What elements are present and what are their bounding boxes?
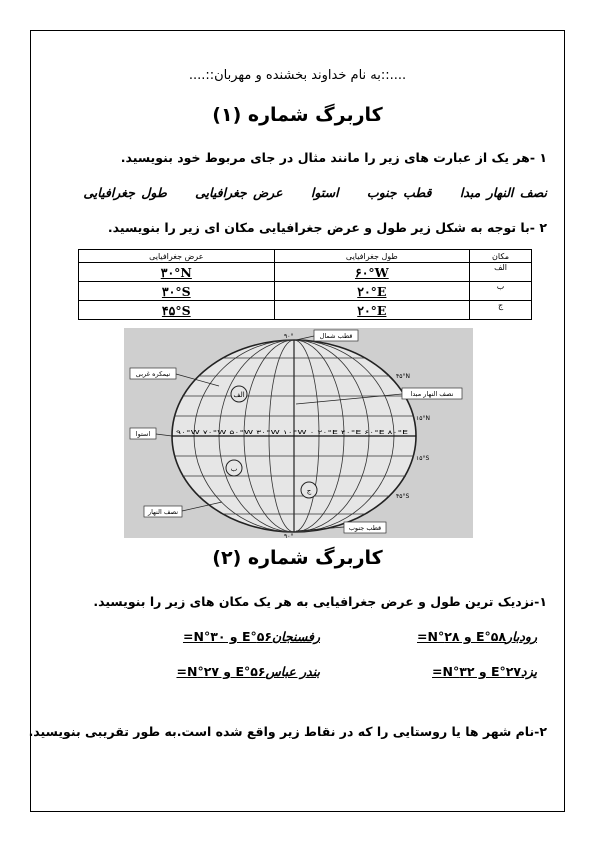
answer-name: رفسنجان (272, 629, 320, 644)
worksheet-2-question-2: ۲-نام شهر ها یا روستایی را که در نقاط زیر واقع شده است.به طور تقریبی بنویسید. (28, 724, 547, 739)
globe-figure (124, 328, 473, 538)
term-longitude: طول جغرافیایی (83, 185, 167, 200)
term-list (83, 185, 547, 200)
answer-name: بندر عباس (265, 664, 320, 679)
worksheet-1-title: کاربرگ شماره (۱) (212, 104, 383, 126)
equator-longitude-labels: ۹۰°W ۷۰°W ۵۰°W ۳۰°W ۱۰°W ۰ ۲۰°E ۴۰°E ۶۰°E ۸۰°E (176, 430, 409, 436)
cell-place: الف (470, 263, 532, 282)
term-latitude: عرض جغرافیایی (195, 185, 283, 200)
header-longitude: طول جغرافیایی (274, 250, 470, 263)
answer-rafsanjan (183, 629, 320, 644)
point-be-marker (226, 460, 242, 476)
term-equator: استوا (310, 185, 339, 200)
lat-15s: ۱۵°S (416, 455, 430, 462)
svg-text:نصف النهار مبدا: نصف النهار مبدا (410, 390, 454, 398)
answer-coords: ۵۸°E و ۲۸°N= (417, 629, 507, 644)
worksheet-1-question-2: ۲ -با توجه به شکل زیر طول و عرض جغرافیایی مکان ای زیر را بنویسید. (107, 220, 547, 235)
header-latitude: عرض جغرافیایی (79, 250, 275, 263)
point-be-label: ب (230, 465, 238, 473)
point-jim-marker (301, 482, 317, 498)
table-row (79, 263, 532, 282)
svg-text:نیمکره غربی: نیمکره غربی (135, 370, 171, 378)
basmala-heading: ....::به نام خداوند بخشنده و مهربان::.... (188, 68, 407, 83)
lat-45n: ۴۵°N (396, 373, 410, 380)
answer-name: رودبار (506, 629, 537, 644)
table-header-row (79, 250, 532, 263)
cell-longitude: ۲۰°E (357, 302, 387, 318)
answer-coords: ۲۷°E و ۳۲°N= (432, 664, 522, 679)
answer-name: یزد (521, 664, 537, 679)
table-row (79, 282, 532, 301)
answer-bandar-abbas (176, 664, 320, 679)
lat-15n: ۱۵°N (416, 415, 430, 422)
cell-latitude: ۳۰°S (161, 283, 191, 299)
term-south-pole: قطب جنوب (366, 185, 432, 200)
answer-coords: ۵۶°E و ۲۷°N= (176, 664, 266, 679)
term-prime-meridian: نصف النهار مبدا (459, 185, 547, 200)
svg-text:نصف النهار: نصف النهار (147, 508, 179, 516)
cell-latitude: ۳۰°N (160, 264, 192, 280)
degree-top: ۹۰° (284, 333, 294, 340)
cell-place: ب (470, 282, 532, 301)
worksheet-2-title: کاربرگ شماره (۲) (212, 547, 383, 569)
cell-place: ج (470, 301, 532, 320)
svg-text:قطب شمال: قطب شمال (319, 332, 353, 340)
answer-yazd (432, 664, 537, 679)
point-alef-label: الف (233, 391, 245, 399)
svg-text:قطب جنوب: قطب جنوب (348, 524, 382, 532)
cell-longitude: ۲۰°E (357, 283, 387, 299)
point-alef-marker (231, 386, 247, 402)
cell-latitude: ۴۵°S (161, 302, 191, 318)
point-jim-label: ج (306, 487, 312, 495)
label-north-pole (296, 330, 358, 341)
answer-roudbar (417, 629, 537, 644)
header-place: مکان (470, 250, 532, 263)
globe-grid (172, 340, 416, 532)
degree-bottom: ۹۰° (284, 533, 294, 538)
lat-45s: ۴۵°S (396, 493, 410, 500)
coordinates-table (78, 249, 532, 320)
svg-text:استوا: استوا (135, 430, 151, 438)
answer-coords: ۵۶°E و ۳۰°N= (182, 629, 272, 644)
table-row (79, 301, 532, 320)
worksheet-2-question-1: ۱-نزدیک ترین طول و عرض جغرافیایی به هر یک مکان های زیر را بنویسید. (93, 594, 547, 609)
cell-longitude: ۶۰°W (354, 264, 389, 280)
worksheet-1-question-1: ۱ -هر یک از عبارت های زیر را مانند مثال در جای مربوط خود بنویسید. (120, 150, 547, 165)
label-equator (130, 428, 172, 439)
